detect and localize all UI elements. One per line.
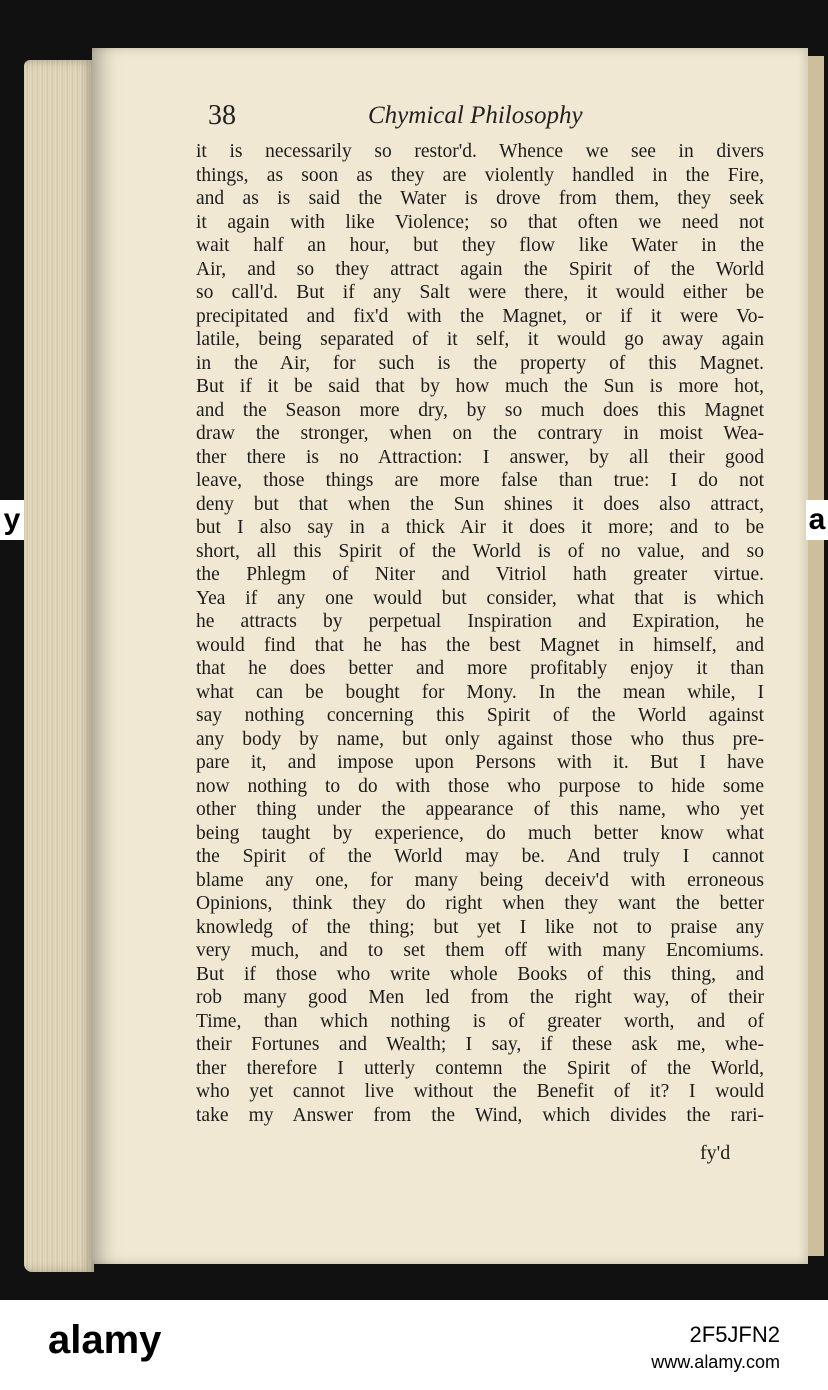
text-line: any body by name, but only against those who thus pre-: [196, 728, 764, 750]
text-line: what can be bought for Mony. In the mean while, I: [196, 681, 764, 703]
text-line: say nothing concerning this Spirit of the World against: [196, 705, 764, 726]
catchword: fy'd: [700, 1142, 731, 1164]
text-line: Opinions, think they do right when they want the better: [196, 893, 764, 914]
text-line: take my Answer from the Wind, which divides the rari-: [196, 1104, 764, 1126]
running-title: Chymical Philosophy: [368, 102, 583, 129]
page-header: [208, 100, 768, 140]
text-line: so call'd. But if any Salt were there, it would either be: [196, 282, 764, 303]
page-number: 38: [208, 100, 236, 131]
text-line: and as is said the Water is drove from them, they seek: [196, 188, 764, 209]
text-line: wait half an hour, but they flow like Water in the: [196, 235, 764, 256]
text-line: short, all this Spirit of the World is of no value, and so: [196, 540, 764, 562]
text-line: ther there is no Attraction: I answer, by all their good: [196, 446, 764, 468]
text-line: Air, and so they attract again the Spirit of the World: [196, 258, 764, 280]
text-line: leave, those things are more false than true: I do not: [196, 470, 764, 491]
text-line: it again with like Violence; so that often we need not: [196, 211, 764, 233]
watermark-side-letter-left: y: [0, 500, 24, 540]
text-line: ther therefore I utterly contemn the Spirit of the World,: [196, 1057, 764, 1079]
text-line: blame any one, for many being deceiv'd with erroneous: [196, 869, 764, 891]
text-line: very much, and to set them off with many Encomiums.: [196, 940, 764, 961]
text-line: the Spirit of the World may be. And truly I cannot: [196, 846, 764, 867]
text-line: rob many good Men led from the right way, of their: [196, 987, 764, 1008]
text-line: being taught by experience, do much better know what: [196, 822, 764, 844]
text-line: other thing under the appearance of this name, who yet: [196, 799, 764, 820]
text-line: things, as soon as they are violently handled in the Fire,: [196, 164, 764, 186]
image-code: 2F5JFN2: [689, 1322, 780, 1347]
text-line: But if it be said that by how much the Sun is more hot,: [196, 376, 764, 397]
text-line: knowledg of the thing; but yet I like not to praise any: [196, 916, 764, 938]
footer-url: www.alamy.com: [651, 1352, 780, 1372]
text-line: now nothing to do with those who purpose to hide some: [196, 775, 764, 797]
alamy-logo: alamy: [48, 1318, 162, 1362]
watermark-side-letter-right: a: [806, 500, 828, 540]
book-page-edges: [24, 60, 94, 1272]
text-line: deny but that when the Sun shines it does also attract,: [196, 493, 764, 515]
text-line: the Phlegm of Niter and Vitriol hath greater virtue.: [196, 564, 764, 585]
text-line: draw the stronger, when on the contrary in moist Wea-: [196, 423, 764, 444]
text-line: Yea if any one would but consider, what that is which: [196, 587, 764, 609]
text-line: and the Season more dry, by so much does this Magnet: [196, 399, 764, 421]
text-line: would find that he has the best Magnet in himself, and: [196, 634, 764, 656]
text-line: latile, being separated of it self, it would go away again: [196, 329, 764, 350]
text-line: pare it, and impose upon Persons with it. But I have: [196, 752, 764, 773]
text-line: it is necessarily so restor'd. Whence we see in divers: [196, 141, 764, 162]
text-line: precipitated and fix'd with the Magnet, or if it were Vo-: [196, 305, 764, 327]
text-line: Time, than which nothing is of greater worth, and of: [196, 1010, 764, 1032]
next-page-edge: [806, 56, 824, 1256]
text-line: their Fortunes and Wealth; I say, if these ask me, whe-: [196, 1034, 764, 1055]
text-line: he attracts by perpetual Inspiration and Expiration, he: [196, 611, 764, 632]
text-line: in the Air, for such is the property of this Magnet.: [196, 352, 764, 374]
text-line: But if those who write whole Books of this thing, and: [196, 963, 764, 985]
body-text: [196, 140, 764, 1127]
text-line: but I also say in a thick Air it does it more; and to be: [196, 517, 764, 538]
text-line: who yet cannot live without the Benefit of it? I would: [196, 1081, 764, 1102]
text-line: that he does better and more profitably enjoy it than: [196, 658, 764, 679]
stock-footer: [0, 1300, 828, 1390]
